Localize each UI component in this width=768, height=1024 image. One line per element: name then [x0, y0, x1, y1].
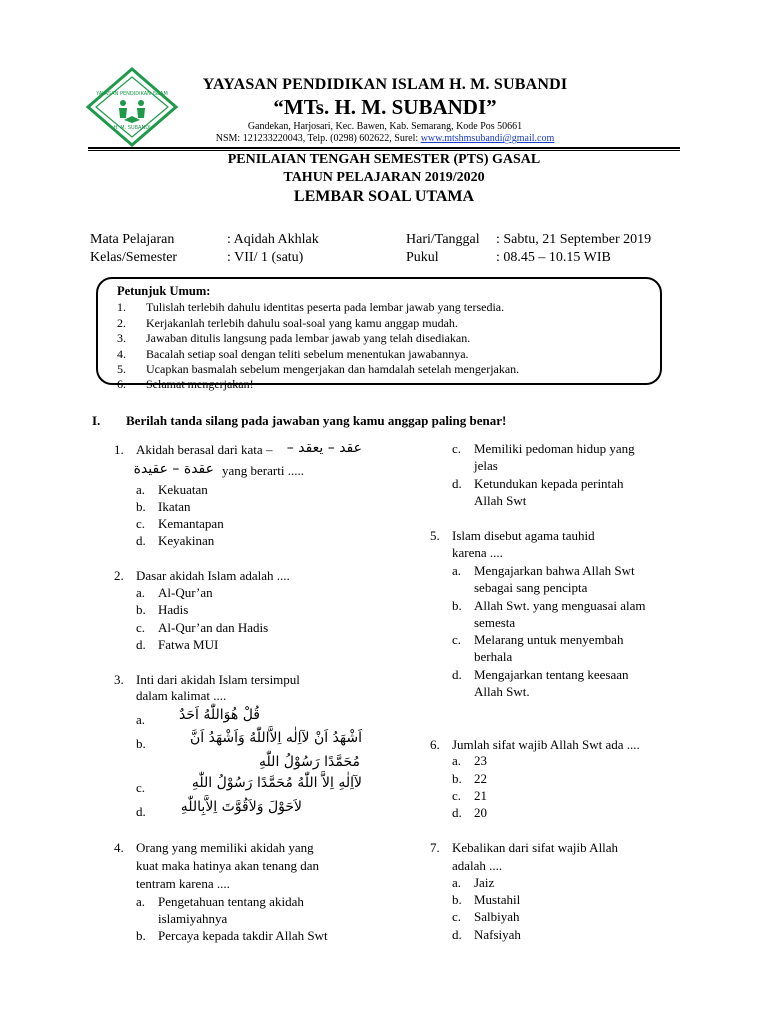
exam-year: TAHUN PELAJARAN 2019/2020: [283, 170, 485, 185]
option-text: Allah Swt: [474, 493, 527, 508]
question-text: kuat maka hatinya akan tenang dan: [136, 858, 320, 873]
option-text: Mengajarkan tentang keesaan: [474, 667, 629, 682]
header-rule-thin: [88, 150, 680, 151]
option-letter: c.: [136, 780, 146, 795]
option-letter: c.: [452, 441, 462, 456]
option-text: Hadis: [158, 602, 189, 617]
class-value: : VII/ 1 (satu): [227, 250, 304, 265]
option-text: Pengetahuan tentang akidah: [158, 894, 304, 909]
option-letter: b.: [452, 771, 462, 786]
question-text: Inti dari akidah Islam tersimpul: [136, 672, 300, 687]
school-logo: [84, 66, 180, 148]
option-letter: a.: [452, 875, 462, 890]
option-text: Ikatan: [158, 499, 191, 514]
option-text: 21: [474, 788, 487, 803]
question-number: 1.: [114, 442, 124, 457]
option-letter: a.: [136, 482, 146, 497]
option-arabic: لاَحَوْلَ وَلاَقُوَّتَ اِلاَّبِاللّٰهِ: [180, 799, 302, 815]
question-number: 7.: [430, 840, 440, 855]
option-text: Mengajarkan bahwa Allah Swt: [474, 563, 635, 578]
option-letter: c.: [452, 632, 462, 647]
option-text: Keyakinan: [158, 533, 215, 548]
option-letter: b.: [136, 736, 146, 751]
section-number: I.: [92, 413, 101, 428]
option-arabic: لآاِلٰهِ اِلاَّ اللّٰهُ مُحَمَّدًا رَسُوْلُ اللّٰهِ: [191, 775, 362, 791]
email-link[interactable]: www.mtshmsubandi@gmail.com: [420, 133, 555, 144]
option-letter: d.: [452, 476, 462, 491]
question-text: Dasar akidah Islam adalah ....: [136, 568, 290, 583]
logo-text-bottom: H. M. SUBANDI: [113, 125, 151, 131]
option-letter: a.: [136, 712, 146, 727]
option-text: Percaya kepada takdir Allah Swt: [158, 928, 328, 943]
option-letter: a.: [136, 585, 146, 600]
option-letter: c.: [136, 516, 146, 531]
option-text: Al-Qur’an dan Hadis: [158, 620, 269, 635]
option-text: 20: [474, 805, 487, 820]
option-text: Jaiz: [474, 875, 495, 890]
logo-text-top: YAYASAN PENDIDIKAN ISLAM: [96, 91, 168, 97]
instruction-item: 6. Selamat mengerjakan!: [117, 377, 254, 391]
instruction-item: 1. Tulislah terlebih dahulu identitas peserta pada lembar jawab yang tersedia.: [117, 300, 505, 314]
question-text: Orang yang memiliki akidah yang: [136, 840, 314, 855]
option-letter: d.: [136, 637, 146, 652]
time-value: : 08.45 – 10.15 WIB: [496, 250, 611, 265]
option-text: Kekuatan: [158, 482, 208, 497]
question-arabic: عقدة – عقيدة: [133, 461, 214, 477]
option-letter: d.: [136, 533, 146, 548]
option-letter: c.: [452, 788, 462, 803]
question-number: 6.: [430, 737, 440, 752]
option-letter: d.: [452, 667, 462, 682]
option-text: Salbiyah: [474, 909, 520, 924]
option-text: 22: [474, 771, 487, 786]
question-number: 5.: [430, 528, 440, 543]
option-letter: b.: [452, 892, 462, 907]
option-text: jelas: [474, 458, 498, 473]
section-instruction: Berilah tanda silang pada jawaban yang kamu anggap paling benar!: [126, 413, 507, 428]
question-text: tentram karena ....: [136, 876, 230, 891]
option-letter: d.: [452, 927, 462, 942]
subject-value: : Aqidah Akhlak: [227, 232, 319, 247]
subject-label: Mata Pelajaran: [90, 232, 175, 247]
option-letter: c.: [136, 620, 146, 635]
question-text: adalah ....: [452, 858, 503, 873]
option-letter: c.: [452, 909, 462, 924]
class-label: Kelas/Semester: [90, 250, 178, 265]
question-text: Kebalikan dari sifat wajib Allah: [452, 840, 619, 855]
exam-title: PENILAIAN TENGAH SEMESTER (PTS) GASAL: [227, 152, 541, 167]
question-arabic: عقد – يعقد –: [286, 440, 362, 456]
option-text: berhala: [474, 649, 513, 664]
option-text: Nafsiyah: [474, 927, 521, 942]
option-text: Mustahil: [474, 892, 521, 907]
option-arabic: مُحَمَّدًا رَسُوْلُ اللّٰهِ: [259, 754, 360, 770]
instruction-item: 5. Ucapkan basmalah sebelum mengerjakan dan hamdalah setelah mengerjakan.: [117, 362, 520, 376]
option-text: Fatwa MUI: [158, 637, 219, 652]
instructions-title: Petunjuk Umum:: [117, 284, 211, 298]
instructions-box: [96, 277, 662, 385]
option-text: Allah Swt.: [474, 684, 530, 699]
option-letter: b.: [452, 598, 462, 613]
question-text: karena ....: [452, 545, 503, 560]
contact-text: NSM: 121233220043, Telp. (0298) 602622, Surel:: [215, 133, 421, 144]
school-contact: [190, 133, 580, 144]
question-text: Islam disebut agama tauhid: [452, 528, 595, 543]
option-letter: d.: [136, 804, 146, 819]
option-letter: b.: [136, 499, 146, 514]
question-text: yang berarti .....: [222, 463, 304, 478]
option-letter: b.: [136, 928, 146, 943]
option-letter: d.: [452, 805, 462, 820]
school-address: Gandekan, Harjosari, Kec. Bawen, Kab. Semarang, Kode Pos 50661: [247, 121, 523, 132]
option-text: sebagai sang pencipta: [474, 580, 588, 595]
question-text: dalam kalimat ....: [136, 688, 227, 703]
option-text: Kemantapan: [158, 516, 224, 531]
option-letter: b.: [136, 602, 146, 617]
question-text: Jumlah sifat wajib Allah Swt ada ....: [452, 737, 640, 752]
option-text: Melarang untuk menyembah: [474, 632, 624, 647]
exam-sheet-type: LEMBAR SOAL UTAMA: [293, 188, 475, 205]
time-label: Pukul: [406, 250, 439, 265]
foundation-name: YAYASAN PENDIDIKAN ISLAM H. M. SUBANDI: [202, 76, 568, 93]
day-value: : Sabtu, 21 September 2019: [496, 232, 652, 247]
school-name: “MTs. H. M. SUBANDI”: [273, 95, 497, 119]
question-number: 4.: [114, 840, 124, 855]
option-text: 23: [474, 753, 487, 768]
question-number: 3.: [114, 672, 124, 687]
instruction-item: 3. Jawaban ditulis langsung pada lembar jawab yang telah disediakan.: [117, 331, 471, 345]
header-rule-thick: [88, 147, 680, 149]
instruction-item: 2. Kerjakanlah terlebih dahulu soal-soal yang kamu anggap mudah.: [117, 316, 458, 330]
option-letter: a.: [136, 894, 146, 909]
question-number: 2.: [114, 568, 124, 583]
option-text: islamiyahnya: [158, 911, 228, 926]
option-letter: a.: [452, 753, 462, 768]
option-arabic: اَشْهَدُ اَنْ لآاِلٰه اِلاَّاللّٰهُ وَاَشْهَدُ اَنَّ: [189, 730, 362, 746]
option-text: Memiliki pedoman hidup yang: [474, 441, 635, 456]
question-text: Akidah berasal dari kata –: [136, 442, 273, 457]
option-text: Ketundukan kepada perintah: [474, 476, 624, 491]
option-text: Al-Qur’an: [158, 585, 213, 600]
option-text: semesta: [474, 615, 516, 630]
instruction-item: 4. Bacalah setiap soal dengan teliti sebelum menentukan jawabannya.: [117, 347, 469, 361]
option-arabic: قُلْ هُوَاللّٰهُ اَحَدٌ: [179, 707, 260, 723]
day-label: Hari/Tanggal: [406, 232, 480, 247]
option-text: Allah Swt. yang menguasai alam: [474, 598, 646, 613]
option-letter: a.: [452, 563, 462, 578]
